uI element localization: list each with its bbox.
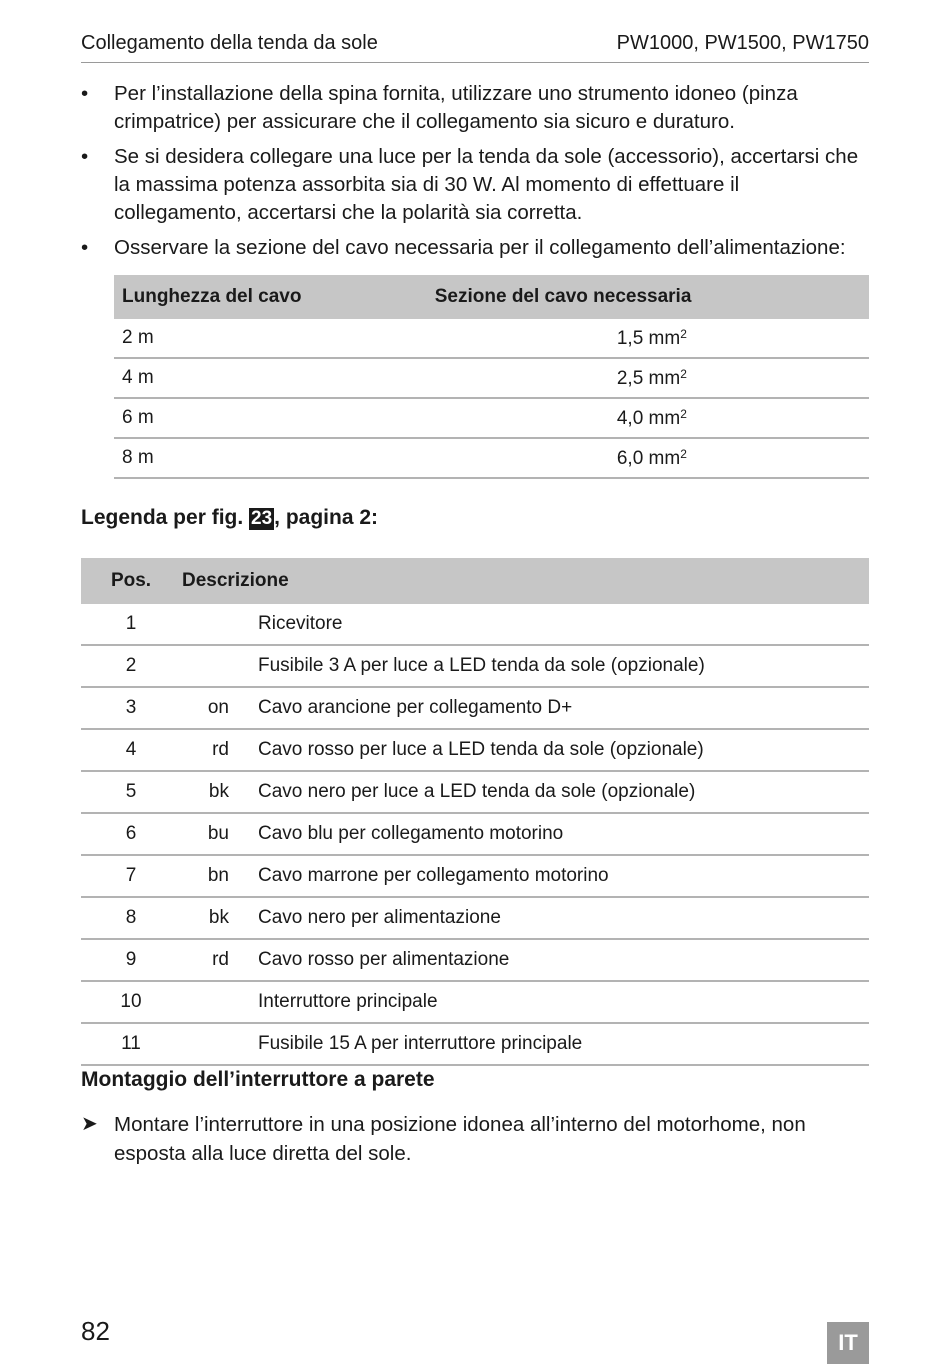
table-row xyxy=(81,645,869,687)
legend-description: Cavo nero per luce a LED tenda da sole (opzionale) xyxy=(257,771,869,813)
legend-description: Cavo blu per collegamento motorino xyxy=(257,813,869,855)
table-row xyxy=(81,729,869,771)
cable-section: 4,0 $mm^2$ xyxy=(435,398,869,438)
legend-table xyxy=(81,558,869,1066)
legend-code: bk xyxy=(181,897,257,939)
cable-length: 2 m xyxy=(114,319,435,358)
legend-description: Ricevitore xyxy=(257,604,869,645)
legend-pos: 3 xyxy=(81,687,181,729)
legend-pos: 2 xyxy=(81,645,181,687)
table-row xyxy=(114,319,869,358)
language-badge: IT xyxy=(827,1322,869,1364)
header-section-title: Collegamento della tenda da sole xyxy=(81,32,378,54)
figure-number-badge: 23 xyxy=(251,508,273,529)
legend-description: Cavo marrone per collegamento motorino xyxy=(257,855,869,897)
legend-code xyxy=(181,645,257,687)
legend-title: Legenda per fig. 23, pagina 2: xyxy=(81,506,379,529)
legend-code: on xyxy=(181,687,257,729)
legend-description: Cavo nero per alimentazione xyxy=(257,897,869,939)
column-header-length: Lunghezza del cavo xyxy=(114,275,435,319)
bullet-symbol: • xyxy=(81,236,89,259)
table-row xyxy=(114,438,869,478)
table-row xyxy=(81,687,869,729)
list-item xyxy=(81,80,871,136)
cable-length: 8 m xyxy=(114,438,435,478)
cable-length: 6 m xyxy=(114,398,435,438)
bullet-text: Osservare la sezione del cavo necessaria per il collegamento dell’alimentazione: xyxy=(114,236,846,259)
table-row xyxy=(114,398,869,438)
cable-section: 6,0 $mm^2$ xyxy=(435,438,869,478)
cable-section-table xyxy=(114,275,869,479)
table-row xyxy=(81,1023,869,1065)
column-header-description: Descrizione xyxy=(181,558,869,604)
bullet-list xyxy=(81,80,871,269)
instruction-step xyxy=(81,1110,871,1168)
table-row xyxy=(81,897,869,939)
step-text: Montare l’interruttore in una posizione idonea all’interno del motorhome, non esposta alla luce diretta del sole. xyxy=(114,1113,806,1165)
table-row xyxy=(81,604,869,645)
page-header xyxy=(81,30,869,63)
table-row xyxy=(81,939,869,981)
legend-pos: 6 xyxy=(81,813,181,855)
legend-pos: 7 xyxy=(81,855,181,897)
list-item xyxy=(81,143,871,227)
bullet-text: Per l’installazione della spina fornita, utilizzare uno strumento idoneo (pinza crimpatrice) per assicurare che il collegamento sia sicuro e duraturo. xyxy=(114,82,798,133)
legend-code: rd xyxy=(181,729,257,771)
legend-pos: 1 xyxy=(81,604,181,645)
cable-section: 1,5 $mm^2$ xyxy=(435,319,869,358)
section-title: Montaggio dell’interruttore a parete xyxy=(81,1068,435,1091)
page-number: 82 xyxy=(81,1316,110,1346)
legend-pos: 10 xyxy=(81,981,181,1023)
table-row xyxy=(81,981,869,1023)
column-header-section: Sezione del cavo necessaria xyxy=(435,275,869,319)
legend-code: rd xyxy=(181,939,257,981)
table-row xyxy=(81,771,869,813)
legend-code xyxy=(181,1023,257,1065)
legend-pos: 11 xyxy=(81,1023,181,1065)
legend-code xyxy=(181,981,257,1023)
arrow-icon: ➤ xyxy=(81,1113,98,1135)
cable-length: 4 m xyxy=(114,358,435,398)
legend-code: bn xyxy=(181,855,257,897)
legend-pos: 5 xyxy=(81,771,181,813)
bullet-symbol: • xyxy=(81,82,89,105)
legend-description: Cavo rosso per luce a LED tenda da sole (opzionale) xyxy=(257,729,869,771)
legend-code xyxy=(181,604,257,645)
list-item xyxy=(81,234,871,262)
table-row xyxy=(81,855,869,897)
cable-section: 2,5 $mm^2$ xyxy=(435,358,869,398)
legend-code: bu xyxy=(181,813,257,855)
header-models: PW1000, PW1500, PW1750 xyxy=(616,32,869,54)
legend-code: bk xyxy=(181,771,257,813)
legend-pos: 4 xyxy=(81,729,181,771)
legend-description: Cavo rosso per alimentazione xyxy=(257,939,869,981)
legend-pos: 9 xyxy=(81,939,181,981)
table-row xyxy=(114,358,869,398)
legend-description: Fusibile 15 A per interruttore principale xyxy=(257,1023,869,1065)
legend-pos: 8 xyxy=(81,897,181,939)
table-row xyxy=(81,813,869,855)
table-header-row xyxy=(114,275,869,319)
legend-description: Fusibile 3 A per luce a LED tenda da sole (opzionale) xyxy=(257,645,869,687)
bullet-text: Se si desidera collegare una luce per la tenda da sole (accessorio), accertarsi che la massima potenza assorbita sia di 30 W. Al momento di effettuare il collegamento, accertarsi che la polarità sia corretta. xyxy=(114,145,859,224)
legend-description: Cavo arancione per collegamento D+ xyxy=(257,687,869,729)
legend-description: Interruttore principale xyxy=(257,981,869,1023)
bullet-symbol: • xyxy=(81,145,89,168)
column-header-pos: Pos. xyxy=(81,558,181,604)
table-header-row xyxy=(81,558,869,604)
